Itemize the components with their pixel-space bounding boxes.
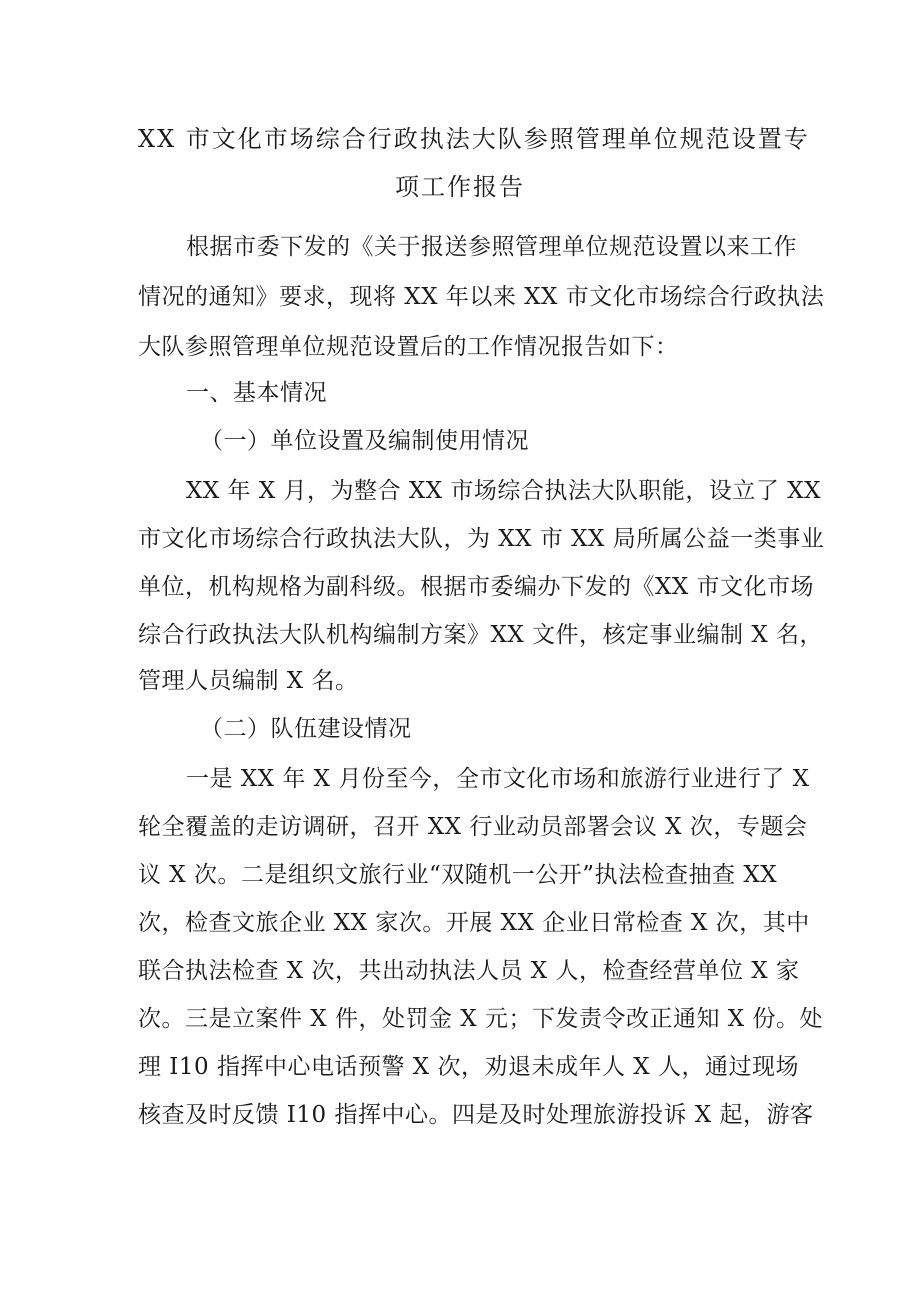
report-title-line-2: 项工作报告 [395, 173, 525, 201]
section-heading-basic-info: 一、基本情况 [186, 380, 327, 406]
report-title-line-1: XX 市文化市场综合行政执法大队参照管理单位规范设置专 [138, 125, 810, 153]
subsection-heading-unit-setup: （一）单位设置及编制使用情况 [200, 428, 529, 454]
intro-line-1: 根据市委下发的《关于报送参照管理单位规范设置以来工作 [186, 234, 797, 260]
team-building-line-8: 核查及时反馈 I10 指挥中心。四是及时处理旅游投诉 X 起，游客 [138, 1102, 814, 1128]
intro-line-2: 情况的通知》要求，现将 XX 年以来 XX 市文化市场综合行政执法 [138, 284, 825, 310]
unit-setup-line-5: 管理人员编制 X 名。 [138, 668, 359, 694]
team-building-line-3: 议 X 次。二是组织文旅行业“双随机一公开”执法检查抽查 XX [138, 862, 778, 888]
team-building-line-4: 次，检查文旅企业 XX 家次。开展 XX 企业日常检查 X 次，其中 [138, 910, 810, 936]
unit-setup-line-3: 单位，机构规格为副科级。根据市委编办下发的《XX 市文化市场 [138, 574, 815, 600]
unit-setup-line-1: XX 年 X 月，为整合 XX 市场综合执法大队职能，设立了 XX [186, 478, 821, 504]
team-building-line-5: 联合执法检查 X 次，共出动执法人员 X 人，检查经营单位 X 家 [138, 958, 800, 984]
team-building-line-1: 一是 XX 年 X 月份至今，全市文化市场和旅游行业进行了 X [186, 766, 810, 792]
intro-line-3: 大队参照管理单位规范设置后的工作情况报告如下： [138, 334, 679, 360]
unit-setup-line-4: 综合行政执法大队机构编制方案》XX 文件，核定事业编制 X 名， [138, 622, 824, 648]
team-building-line-2: 轮全覆盖的走访调研，召开 XX 行业动员部署会议 X 次，专题会 [138, 814, 808, 840]
unit-setup-line-2: 市文化市场综合行政执法大队，为 XX 市 XX 局所属公益一类事业 [138, 526, 825, 552]
team-building-line-6: 次。三是立案件 X 件，处罚金 X 元；下发责令改正通知 X 份。处 [138, 1006, 823, 1032]
team-building-line-7: 理 I10 指挥中心电话预警 X 次，劝退未成年人 X 人，通过现场 [138, 1054, 799, 1080]
subsection-heading-team-building: （二）队伍建设情况 [200, 716, 412, 742]
